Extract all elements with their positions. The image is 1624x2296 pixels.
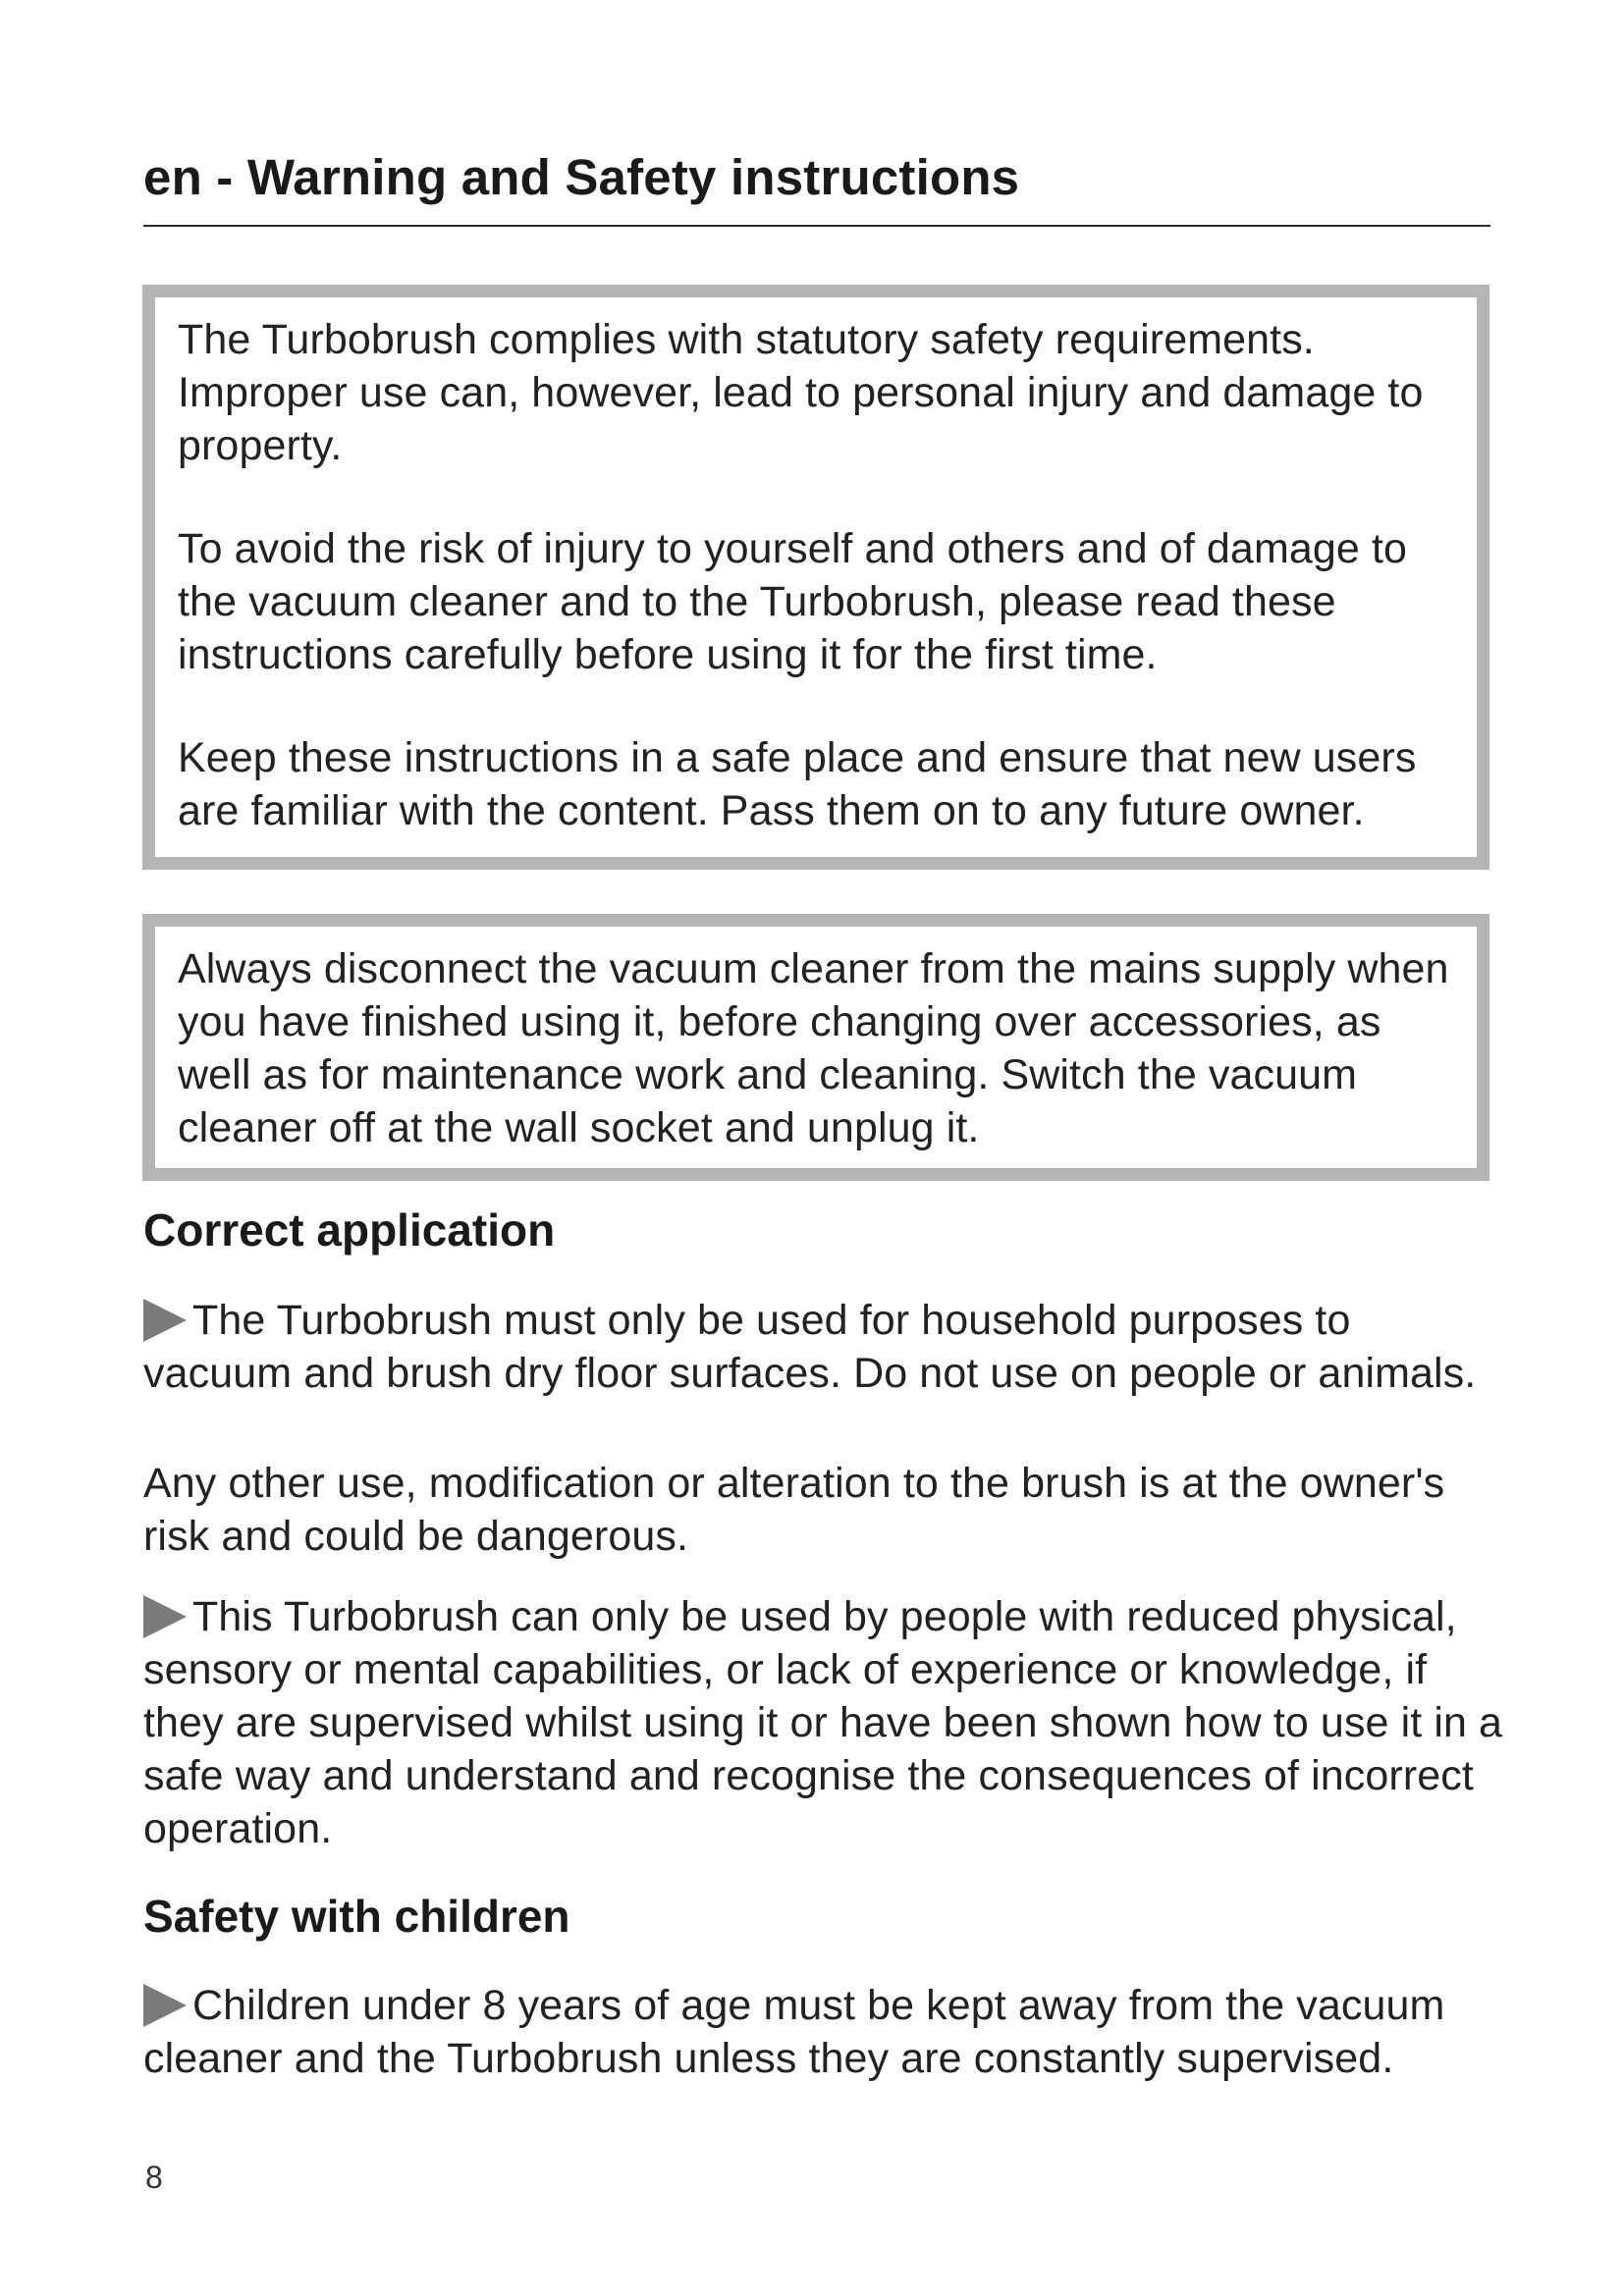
safety-children-item bbox=[143, 1979, 1508, 2085]
bullet-triangle-icon bbox=[143, 1984, 187, 2027]
safety-children-text: Children under 8 years of age must be kept away from the vacuum cleaner and the Turbobrush unless they are constantly supervised. bbox=[143, 1982, 1445, 2082]
correct-application-item bbox=[143, 1590, 1508, 1855]
bullet-triangle-icon bbox=[143, 1595, 187, 1638]
notice-paragraph: To avoid the risk of injury to yourself and others and of damage to the vacuum cleaner and to the Turbobrush, please read these instructions carefully before using it for the first time. bbox=[178, 525, 1408, 678]
notice-paragraph: Keep these instructions in a safe place and ensure that new users are familiar with the content. Pass them on to any future owner. bbox=[178, 734, 1417, 834]
correct-application-text: The Turbobrush must only be used for household purposes to vacuum and brush dry floor surfaces. Do not use on people or animals. bbox=[143, 1297, 1477, 1397]
correct-application-item bbox=[143, 1294, 1508, 1400]
page-number: 8 bbox=[145, 2160, 163, 2195]
page-title: en - Warning and Safety instructions bbox=[143, 149, 1020, 205]
title-divider bbox=[143, 225, 1490, 227]
disconnect-warning-text: Always disconnect the vacuum cleaner from the mains supply when you have finished using it, before changing over accessories, as well as for maintenance work and cleaning. Switch the vacuum cleaner off at the wall socket and unplug it. bbox=[178, 945, 1449, 1151]
correct-application-item: Any other use, modification or alteration to the brush is at the owner's risk and could be dangerous. bbox=[143, 1460, 1445, 1560]
section-heading-correct-application: Correct application bbox=[143, 1204, 556, 1255]
disconnect-warning-box bbox=[142, 914, 1489, 1181]
notice-paragraph: The Turbobrush complies with statutory safety requirements. Improper use can, however, lead to personal injury and damage to property. bbox=[178, 316, 1424, 469]
correct-application-text: This Turbobrush can only be used by people with reduced physical, sensory or mental capabilities, or lack of experience or knowledge, if they are supervised whilst using it or have been shown how to use it in a safe way and understand and recognise the consequences of incorrect operation. bbox=[143, 1593, 1503, 1852]
section-heading-safety-with-children: Safety with children bbox=[143, 1891, 570, 1942]
safety-notice-box bbox=[142, 285, 1489, 870]
bullet-triangle-icon bbox=[143, 1299, 187, 1342]
